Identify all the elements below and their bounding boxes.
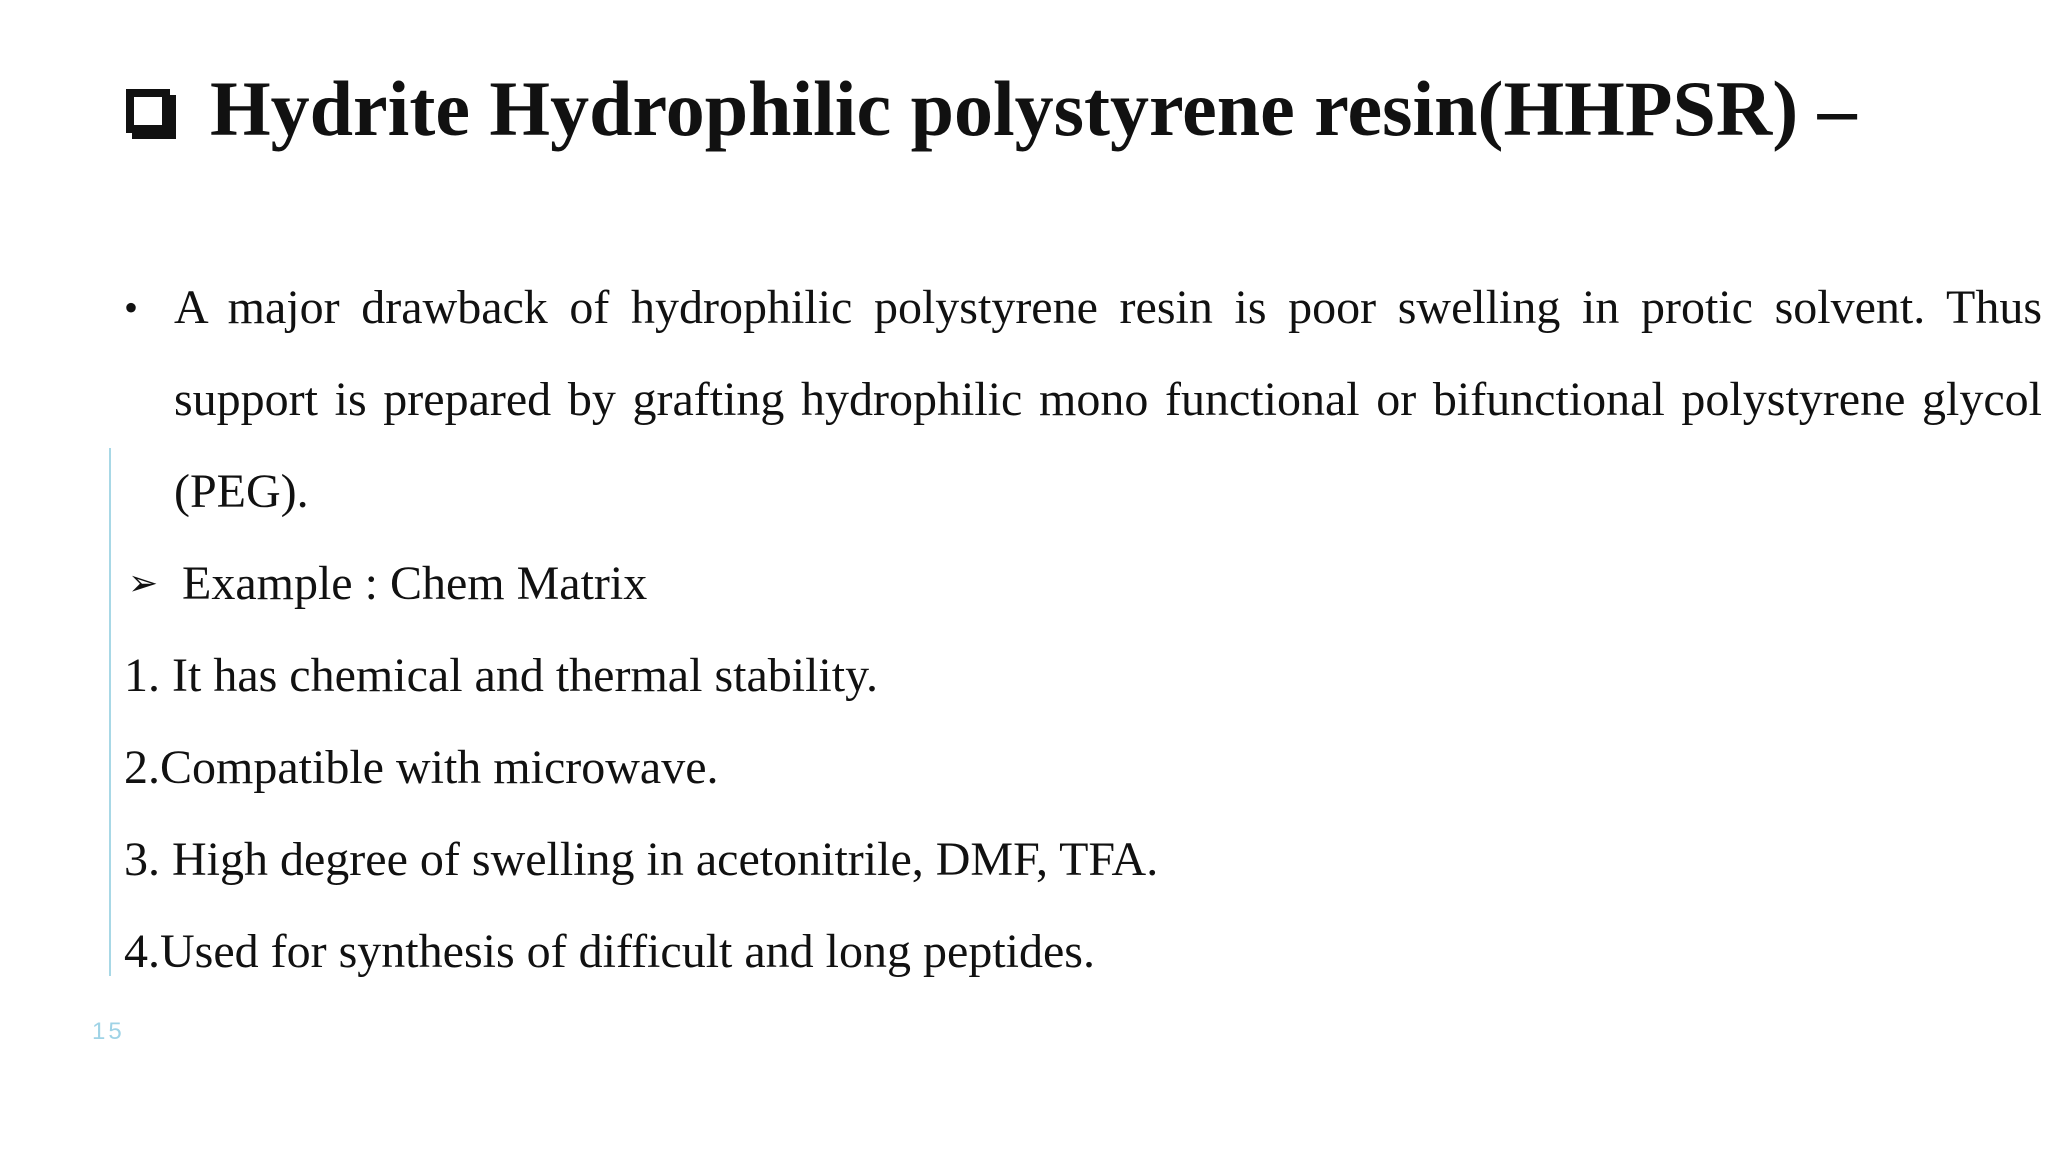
bullet-paragraph-text: A major drawback of hydrophilic polystyrene resin is poor swelling in protic solvent. Thus support is prepared by grafting hydrophilic mono functional or bifunctional polystyrene glycol (PEG). — [174, 281, 2042, 518]
bullet-paragraph — [124, 262, 2042, 538]
accent-divider — [109, 448, 111, 976]
square-checkbox-icon — [126, 89, 170, 133]
numbered-item-3: 3. High degree of swelling in acetonitrile, DMF, TFA. — [124, 833, 1159, 886]
page-number: 15 — [92, 1018, 125, 1045]
slide-body — [124, 262, 2042, 998]
numbered-item-1: 1. It has chemical and thermal stability. — [124, 649, 878, 702]
slide-title — [126, 65, 1857, 152]
bullet-dot-icon: • — [124, 285, 139, 330]
numbered-item-4: 4.Used for synthesis of difficult and long peptides. — [124, 925, 1095, 978]
arrow-bullet-icon: ➢ — [128, 563, 159, 604]
example-item — [124, 538, 2042, 630]
example-text: Example : Chem Matrix — [182, 557, 648, 610]
numbered-item-2: 2.Compatible with microwave. — [124, 741, 719, 794]
title-text: Hydrite Hydrophilic polystyrene resin(HHPSR) – — [210, 65, 1857, 152]
